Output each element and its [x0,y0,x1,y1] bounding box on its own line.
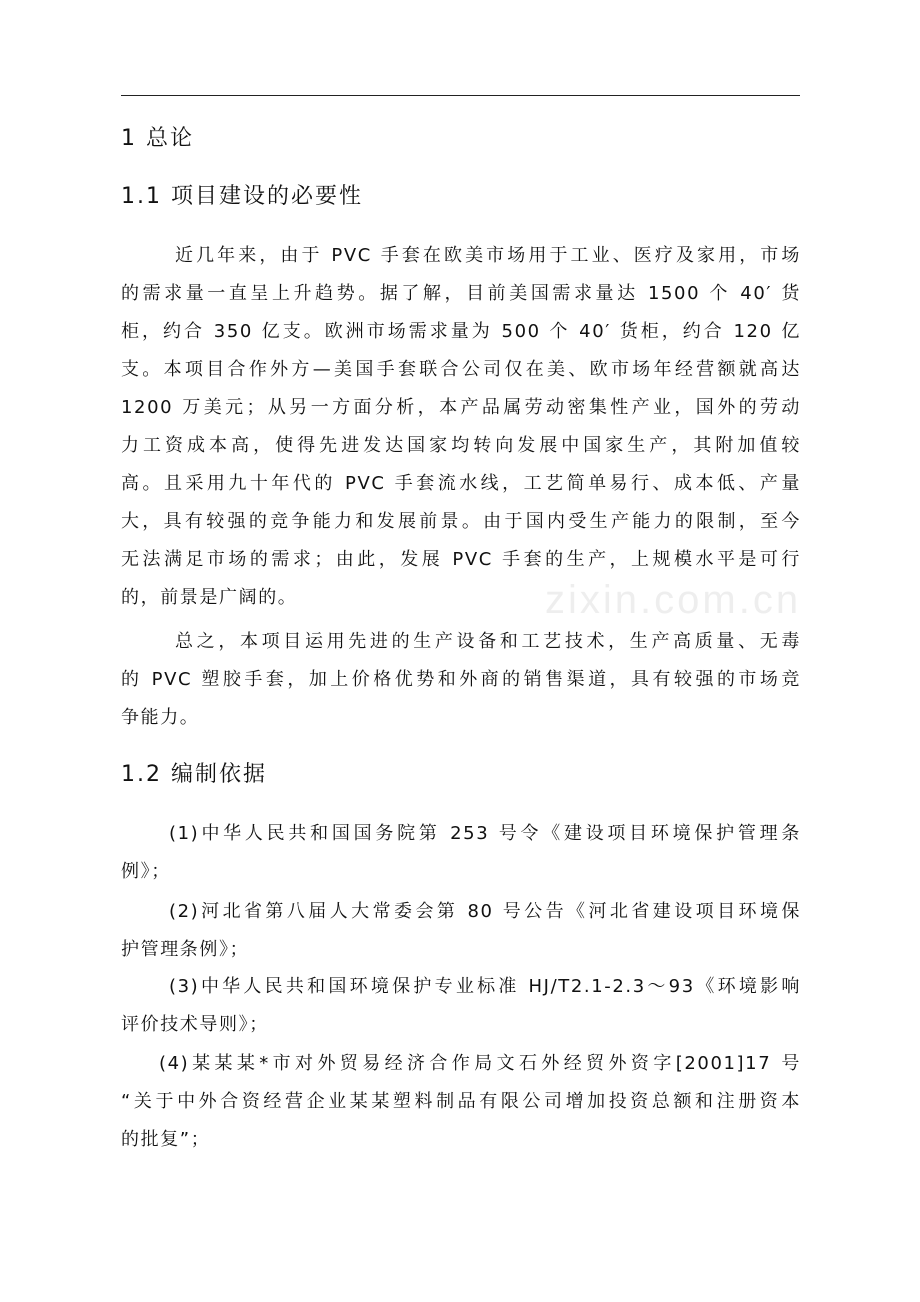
reference-item-3 [121,968,801,1044]
subsection-heading-necessity: 1.1 项目建设的必要性 [121,184,363,209]
text-line: 高。且采用九十年代的 PVC 手套流水线，工艺简单易行、成本低、产量 [121,473,801,494]
text-line: 力工资成本高，使得先进发达国家均转向发展中国家生产，其附加值较 [121,435,801,456]
necessity-paragraph-1 [121,237,801,617]
header-rule [121,95,800,96]
watermark: zixin.com.cn [545,578,802,622]
text-line: 无法满足市场的需求；由此，发展 PVC 手套的生产，上规模水平是可行 [121,549,801,570]
text-line: (1)中华人民共和国国务院第 253 号令《建设项目环境保护管理条 [169,823,801,844]
text-line: 争能力。 [121,707,200,728]
subsection-heading-basis: 1.2 编制依据 [121,762,267,787]
text-line: (2)河北省第八届人大常委会第 80 号公告《河北省建设项目环境保 [169,901,801,922]
reference-item-2 [121,893,801,969]
text-line: 支。本项目合作外方—美国手套联合公司仅在美、欧市场年经营额就高达 [121,359,801,380]
text-line: 例》； [121,861,171,882]
text-line: 1200 万美元；从另一方面分析，本产品属劳动密集性产业，国外的劳动 [121,397,801,418]
text-line: 的 PVC 塑胶手套，加上价格优势和外商的销售渠道，具有较强的市场竞 [121,669,801,690]
text-line: 近几年来，由于 PVC 手套在欧美市场用于工业、医疗及家用，市场 [175,245,801,266]
text-line: 护管理条例》； [121,939,250,960]
text-line: 柜，约合 350 亿支。欧洲市场需求量为 500 个 40′ 货柜，约合 120 亿 [121,321,801,342]
text-line: 总之，本项目运用先进的生产设备和工艺技术，生产高质量、无毒 [175,631,801,652]
text-line: 大，具有较强的竞争能力和发展前景。由于国内受生产能力的限制，至今 [121,511,801,532]
text-line: 的批复”； [121,1129,211,1150]
text-line: (3)中华人民共和国环境保护专业标准 HJ/T2.1-2.3～93《环境影响 [169,976,801,997]
text-line: 的，前景是广阔的。 [121,587,298,608]
necessity-paragraph-2 [121,623,801,737]
text-line: “关于中外合资经营企业某某塑料制品有限公司增加投资总额和注册资本 [121,1091,801,1112]
text-line: (4)某某某*市对外贸易经济合作局文石外经贸外资字[2001]17 号 [159,1053,801,1074]
reference-item-1 [121,815,801,891]
reference-item-4 [121,1045,801,1159]
section-heading: 1 总论 [121,126,194,151]
text-line: 的需求量一直呈上升趋势。据了解，目前美国需求量达 1500 个 40′ 货 [121,283,801,304]
text-line: 评价技术导则》； [121,1014,269,1035]
